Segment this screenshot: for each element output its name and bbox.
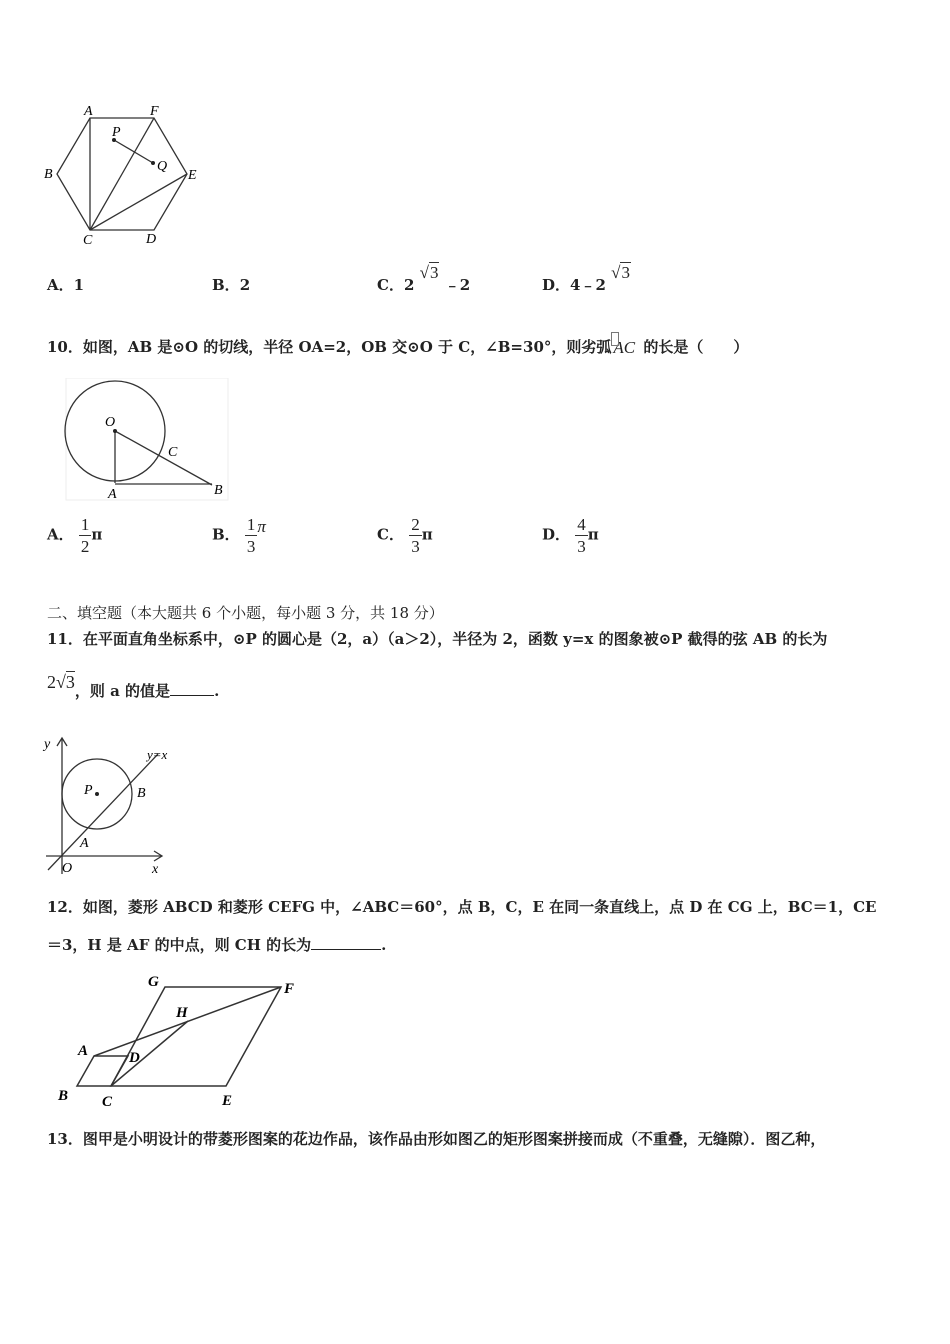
q9-option-b[interactable] <box>212 274 250 295</box>
chord-length-expression: 2√3 <box>47 672 75 692</box>
denominator: 3 <box>246 537 256 556</box>
label-b: B <box>137 786 146 801</box>
option-letter: D． <box>542 525 571 544</box>
label-b: B <box>214 483 223 498</box>
sqrt-expression: √3 <box>419 263 439 282</box>
point-q <box>151 161 155 165</box>
q13-stem-line1: 13．图甲是小明设计的带菱形图案的花边作品，该作品由形如图乙的矩形图案拼接而成（不重叠，无缝隙）．图乙种， <box>47 1130 826 1148</box>
q10-option-b[interactable] <box>212 516 266 555</box>
q11-end: . <box>214 682 220 700</box>
q9-option-a[interactable] <box>47 274 84 295</box>
chord-radicand: 3 <box>65 672 75 692</box>
q11-coordinate-figure <box>40 730 180 880</box>
q10-stem <box>47 336 748 357</box>
label-e: E <box>222 1093 233 1109</box>
label-p: P <box>112 125 121 140</box>
denominator: 3 <box>411 537 420 556</box>
label-a: A <box>108 487 117 502</box>
sqrt-expression: √3 <box>611 263 630 282</box>
label-c: C <box>168 445 178 460</box>
chord-coef: 2 <box>47 672 56 692</box>
q10-circle-figure <box>62 378 232 503</box>
label-a: A <box>80 836 89 851</box>
option-letter: A． <box>47 525 74 544</box>
option-value: 2 <box>239 276 251 294</box>
q10-stem-before: 10．如图，AB 是⊙O 的切线，半径 OA=2，OB 交⊙O 于 C，∠B=30°，则劣弧 <box>47 338 612 356</box>
pi-symbol: π <box>587 525 599 544</box>
option-coef: 2 <box>403 276 415 294</box>
arc-label: AC <box>613 338 636 357</box>
label-q: Q <box>157 159 168 174</box>
label-a: A <box>84 104 93 119</box>
pi-symbol: π <box>257 516 266 536</box>
option-tail: ﹣2 <box>444 276 471 294</box>
q11-stem-continued <box>47 672 220 701</box>
fraction <box>79 516 92 555</box>
q11-stem: 11．在平面直角坐标系中，⊙P 的圆心是（2，a）（a＞2），半径为 2，函数 y=x 的图象被⊙P 截得的弦 AB 的长为 <box>47 630 828 648</box>
label-b: B <box>58 1088 69 1104</box>
q12-stem-text: ＝3，H 是 AF 的中点，则 CH 的长为 <box>47 936 312 954</box>
label-o: O <box>62 861 73 876</box>
label-x: x <box>152 862 159 877</box>
label-line: y=x <box>147 747 168 762</box>
segment-ec <box>90 174 187 230</box>
q10-option-d[interactable] <box>542 516 599 555</box>
pi-symbol: π <box>421 525 433 544</box>
segment-fc <box>90 118 154 230</box>
q12-stem-line1: 12．如图，菱形 ABCD 和菱形 CEFG 中，∠ABC＝60°，点 B，C，E 在同一条直线上，点 D 在 CG 上，BC＝1，CE <box>47 898 877 916</box>
label-f: F <box>284 981 295 997</box>
label-h: H <box>176 1005 188 1021</box>
numerator: 2 <box>411 515 420 534</box>
denominator: 2 <box>80 537 90 556</box>
option-head: 4﹣2 <box>570 276 606 294</box>
fraction-bar <box>409 535 422 536</box>
q10-option-a[interactable] <box>47 516 102 555</box>
option-letter: A． <box>47 276 74 294</box>
section-heading: 二、填空题（本大题共 6 个小题，每小题 3 分，共 18 分） <box>47 604 444 622</box>
numerator: 4 <box>577 515 586 534</box>
label-c: C <box>102 1094 113 1110</box>
label-e: E <box>188 168 197 183</box>
arc-symbol-placeholder <box>611 332 619 346</box>
fraction <box>409 516 422 555</box>
segment-ch <box>111 1021 188 1086</box>
fraction <box>575 516 588 555</box>
q9-option-c[interactable] <box>377 263 471 295</box>
label-c: C <box>83 233 93 248</box>
fraction <box>245 516 258 555</box>
label-d: D <box>146 232 157 247</box>
rhombus-abcd <box>77 1056 128 1086</box>
sqrt-radicand: 3 <box>621 263 630 282</box>
line-y-equals-x <box>48 754 158 870</box>
q9-option-d[interactable] <box>542 263 631 295</box>
q12-end: . <box>381 936 387 954</box>
answer-blank[interactable] <box>311 949 381 950</box>
segment-pq <box>114 140 153 163</box>
fraction-bar <box>79 535 92 536</box>
numerator: 1 <box>80 515 90 534</box>
option-letter: C． <box>377 276 404 294</box>
figure-frame <box>66 378 228 500</box>
fraction-bar <box>575 535 588 536</box>
sqrt-radicand: 3 <box>429 263 439 282</box>
label-o: O <box>105 415 116 430</box>
label-g: G <box>148 974 159 990</box>
option-value: 1 <box>73 276 85 294</box>
q11-stem-after: ，则 a 的值是 <box>74 682 171 700</box>
fraction-bar <box>245 535 258 536</box>
label-p: P <box>84 783 93 798</box>
q12-stem-line2 <box>47 934 386 955</box>
label-f: F <box>150 104 159 119</box>
center-p <box>95 792 99 796</box>
option-letter: B． <box>212 525 240 544</box>
pi-symbol: π <box>91 525 103 544</box>
denominator: 3 <box>577 537 586 556</box>
label-a: A <box>78 1043 89 1059</box>
label-b: B <box>44 167 53 182</box>
q9-hexagon-figure <box>40 100 210 250</box>
q10-option-c[interactable] <box>377 516 433 555</box>
q10-stem-after: 的长是（ ） <box>643 338 749 356</box>
answer-blank[interactable] <box>170 695 214 696</box>
option-letter: C． <box>377 525 404 544</box>
numerator: 1 <box>246 515 256 534</box>
option-letter: B． <box>212 276 240 294</box>
label-y: y <box>44 737 51 752</box>
label-d: D <box>129 1050 140 1066</box>
rhombus-cefg <box>111 987 281 1086</box>
q12-rhombus-figure <box>50 968 310 1113</box>
option-letter: D． <box>542 276 571 294</box>
